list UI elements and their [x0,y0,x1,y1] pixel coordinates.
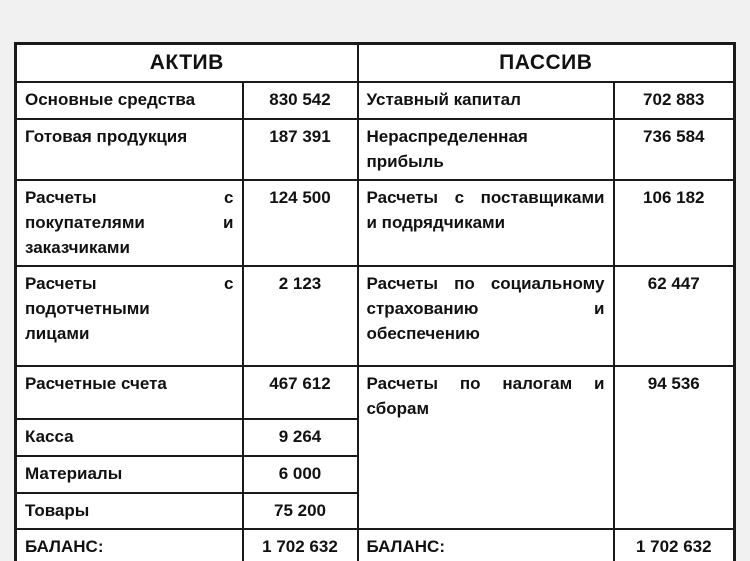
aktiv-row-label: Расчетные счета [16,366,243,419]
aktiv-balance-value: 1 702 632 [243,529,358,561]
aktiv-balance-label: БАЛАНС: [16,529,243,561]
passiv-row-value: 94 536 [614,366,735,529]
aktiv-row-value: 187 391 [243,119,358,180]
aktiv-row-label: Расчеты с покупателями и заказчиками [16,180,243,266]
table-row [16,366,735,419]
aktiv-row-label: Расчеты с подотчетными лицами [16,266,243,366]
passiv-row-label: Нераспределенная прибыль [358,119,614,180]
aktiv-row-label: Касса [16,419,243,456]
passiv-row-value: 736 584 [614,119,735,180]
aktiv-row-value: 75 200 [243,493,358,530]
aktiv-row-value: 467 612 [243,366,358,419]
aktiv-header: АКТИВ [16,44,358,83]
aktiv-row-value: 9 264 [243,419,358,456]
table-row [16,180,735,266]
aktiv-row-label: Готовая продукция [16,119,243,180]
table-row [16,82,735,119]
table-row [16,266,735,366]
passiv-row-value: 106 182 [614,180,735,266]
aktiv-row-label: Основные средства [16,82,243,119]
balance-row [16,529,735,561]
aktiv-row-value: 2 123 [243,266,358,366]
aktiv-row-value: 830 542 [243,82,358,119]
header-row [16,44,735,83]
table-row [16,119,735,180]
passiv-balance-value: 1 702 632 [614,529,735,561]
passiv-row-label: Расчеты по налогам и сборам [358,366,614,529]
passiv-row-label: Расчеты с поставщиками и подрядчиками [358,180,614,266]
aktiv-row-value: 124 500 [243,180,358,266]
aktiv-row-value: 6 000 [243,456,358,493]
balance-sheet-table [14,42,736,561]
passiv-row-label: Уставный капитал [358,82,614,119]
passiv-row-value: 702 883 [614,82,735,119]
passiv-row-label: Расчеты по социальному страхованию и обеспечению [358,266,614,366]
aktiv-row-label: Материалы [16,456,243,493]
passiv-row-value: 62 447 [614,266,735,366]
passiv-balance-label: БАЛАНС: [358,529,614,561]
aktiv-row-label: Товары [16,493,243,530]
passiv-header: ПАССИВ [358,44,735,83]
